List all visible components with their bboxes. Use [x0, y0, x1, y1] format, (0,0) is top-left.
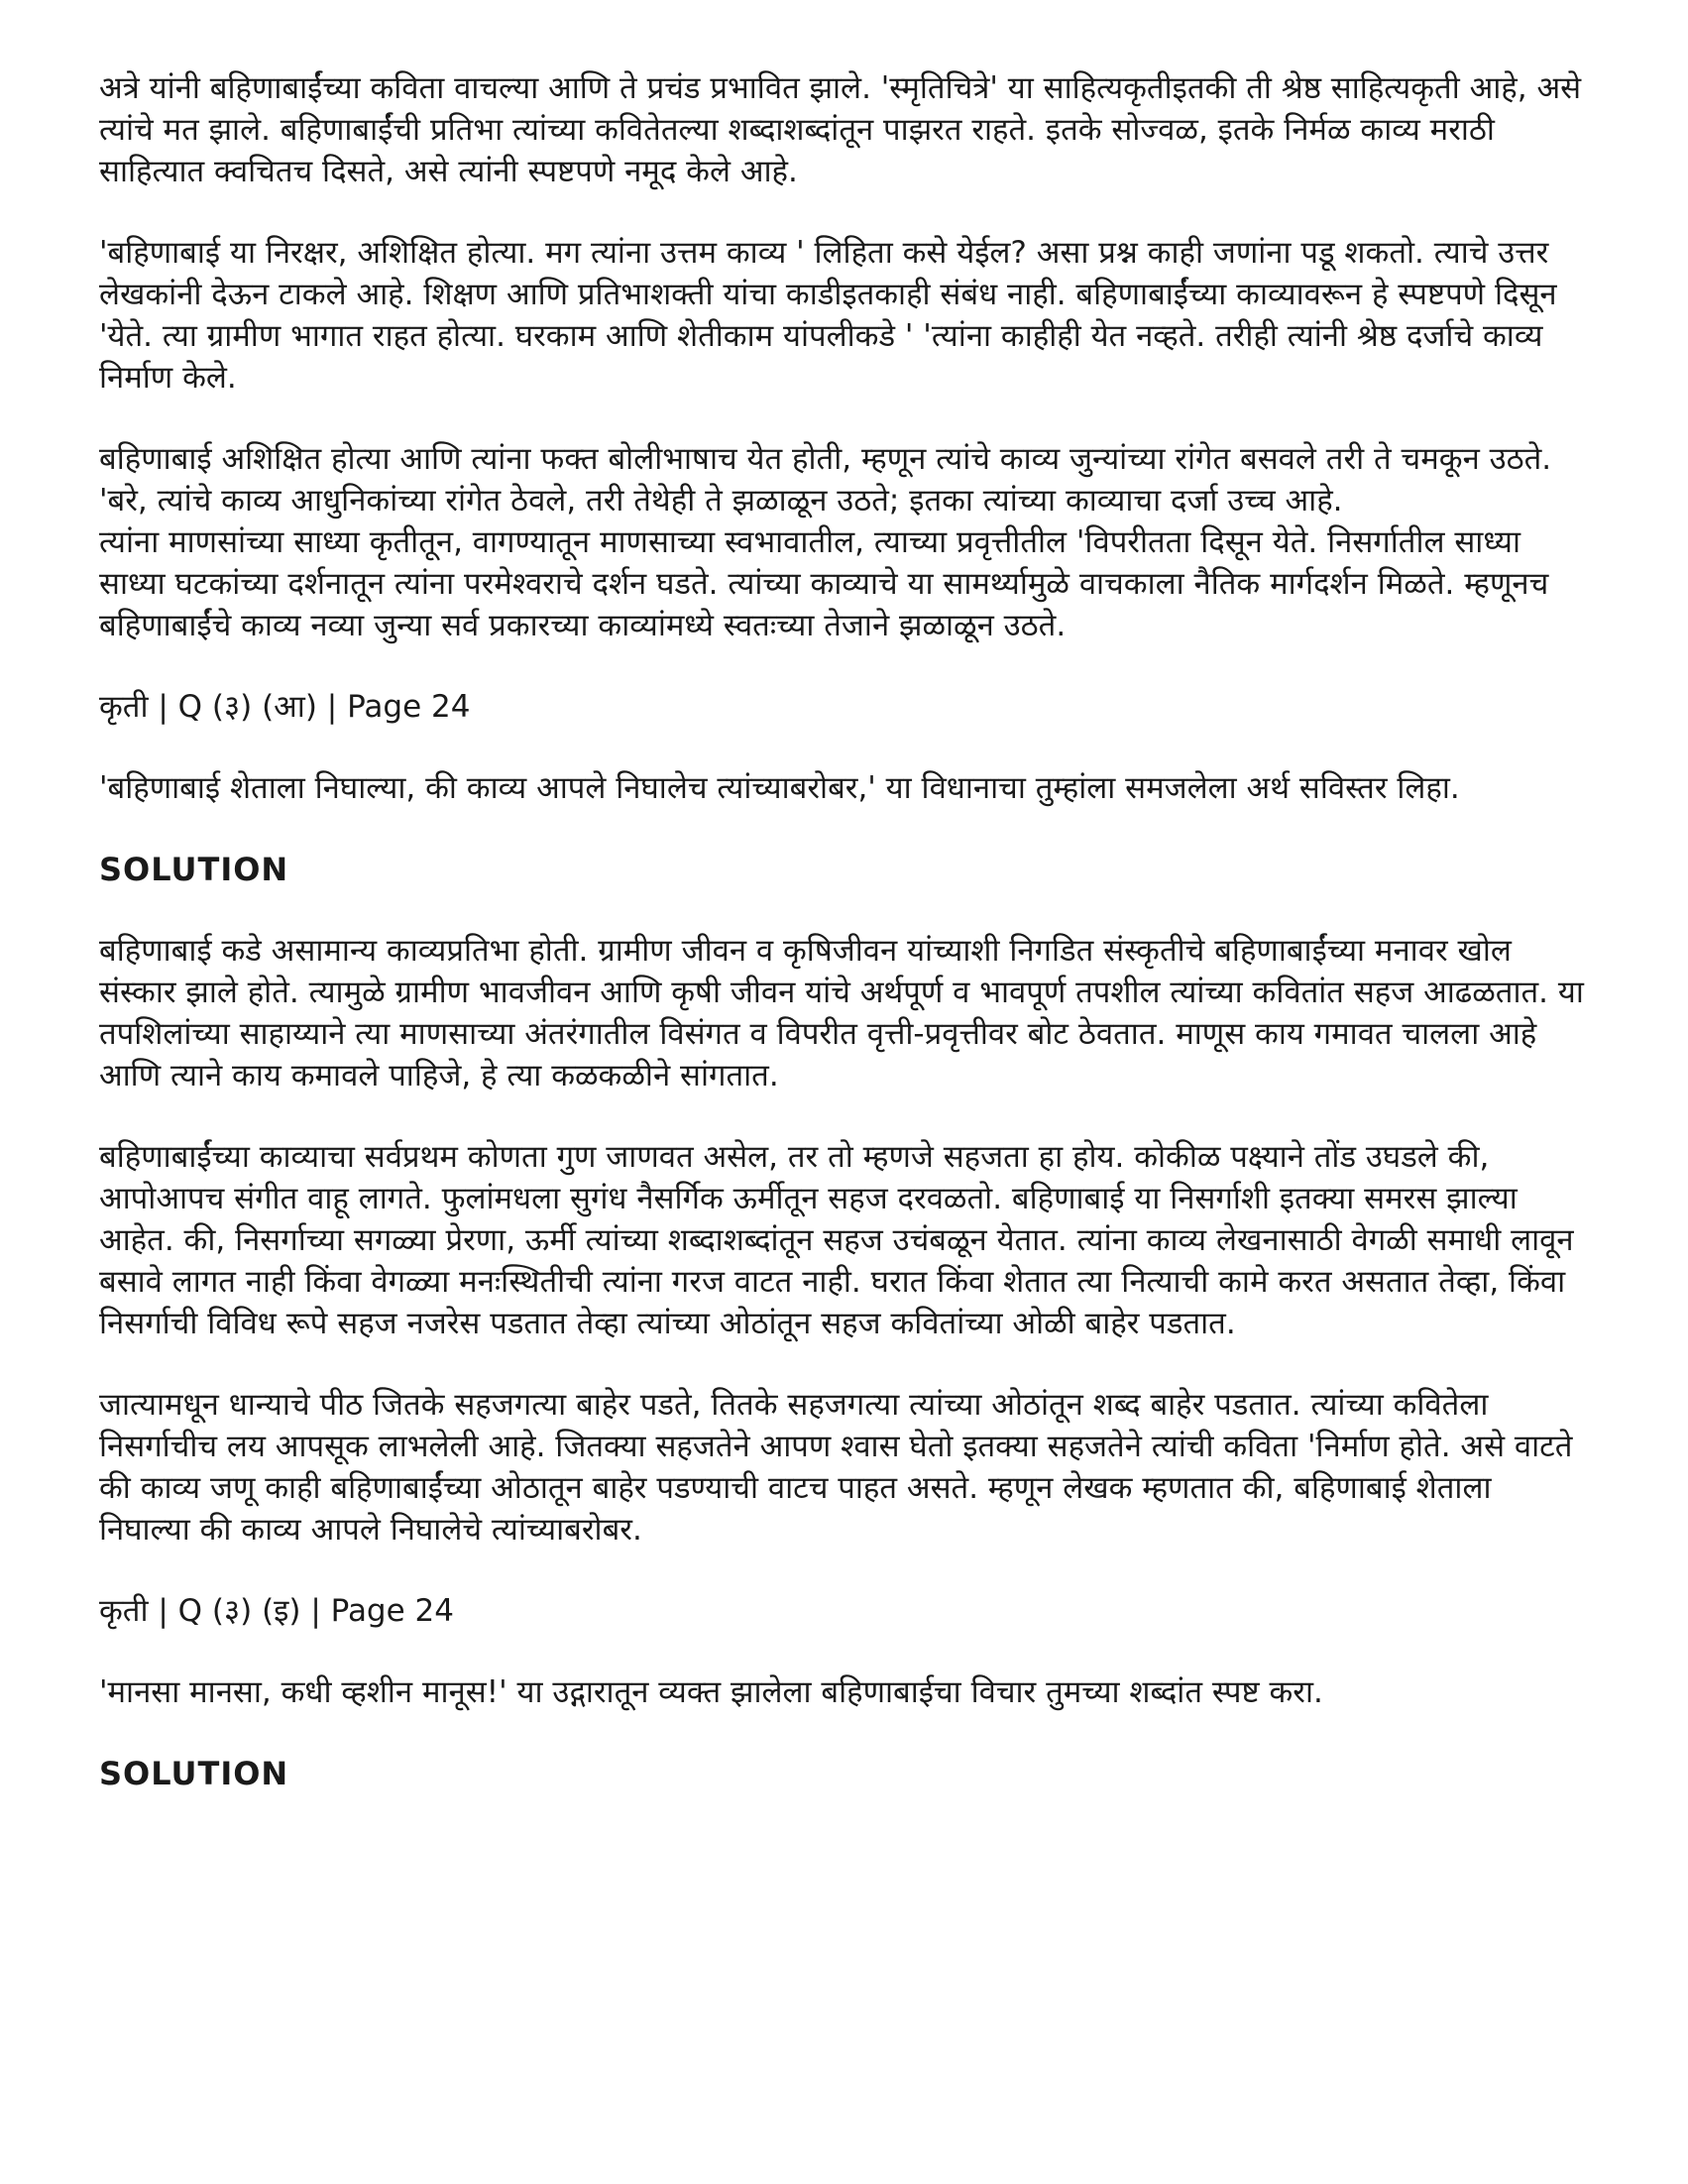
intro-paragraph-1: अत्रे यांनी बहिणाबाईंच्या कविता वाचल्या आणि ते प्रचंड प्रभावित झाले. 'स्मृतिचित्रे' या साहित्यकृतीइतकी ती श्रेष्ठ साहित्यकृती आहे, असे त्यांचे मत झाले. बहिणाबाईंची प्रतिभा त्यांच्या कवितेतल्या शब्दाशब्दांतून पाझरत राहते. इतके सोज्वळ, इतके निर्मळ काव्य मराठी साहित्यात क्वचितच दिसते, असे त्यांनी स्पष्टपणे नमूद केले आहे.	[99, 70, 1582, 189]
question-reference: कृती | Q (३) (इ) | Page 24	[99, 1593, 454, 1629]
question-text: 'मानसा मानसा, कधी व्हशीन मानूस!' या उद्गारातून व्यक्त झालेला बहिणाबाईचा विचार तुमच्या शब्दांत स्पष्ट करा.	[99, 1674, 1323, 1710]
intro-paragraph-2: 'बहिणाबाई या निरक्षर, अशिक्षित होत्या. मग त्यांना उत्तम काव्य ' लिहिता कसे येईल? असा प्रश्न काही जणांना पडू शकतो. त्याचे उत्तर लेखकांनी देऊन टाकले आहे. शिक्षण आणि प्रतिभाशक्ती यांचा काडीइतकाही संबंध नाही. बहिणाबाईंच्या काव्यावरून हे स्पष्टपणे दिसून 'येते. त्या ग्रामीण भागात राहत होत्या. घरकाम आणि शेतीकाम यांपलीकडे ' 'त्यांना काहीही येत नव्हते. तरीही त्यांनी श्रेष्ठ दर्जाचे काव्य निर्माण केले.	[99, 235, 1557, 396]
question-text: 'बहिणाबाई शेताला निघाल्या, की काव्य आपले निघालेच त्यांच्याबरोबर,' या विधानाचा तुम्हांला समजलेला अर्थ सविस्तर लिहा.	[99, 770, 1460, 806]
answer-paragraph-2: बहिणाबाईंच्या काव्याचा सर्वप्रथम कोणता गुण जाणवत असेल, तर तो म्हणजे सहजता हा होय. कोकीळ पक्ष्याने तोंड उघडले की, आपोआपच संगीत वाहू लागते. फुलांमधला सुगंध नैसर्गिक ऊर्मीतून सहज दरवळतो. बहिणाबाई या निसर्गाशी इतक्या समरस झाल्या आहेत. की, निसर्गाच्या सगळ्या प्रेरणा, ऊर्मी त्यांच्या शब्दाशब्दांतून सहज उचंबळून येतात. त्यांना काव्य लेखनासाठी वेगळी समाधी लावून बसावे लागत नाही किंवा वेगळ्या मनःस्थितीची त्यांना गरज वाटत नाही. घरात किंवा शेतात त्या नित्याची कामे करत असतात तेव्हा, किंवा निसर्गाची विविध रूपे सहज नजरेस पडतात तेव्हा त्यांच्या ओठांतून सहज कवितांच्या ओळी बाहेर पडतात.	[99, 1139, 1574, 1341]
answer-paragraph-1: बहिणाबाई कडे असामान्य काव्यप्रतिभा होती. ग्रामीण जीवन व कृषिजीवन यांच्याशी निगडित संस्कृतीचे बहिणाबाईंच्या मनावर खोल संस्कार झाले होते. त्यामुळे ग्रामीण भावजीवन आणि कृषी जीवन यांचे अर्थपूर्ण व भावपूर्ण तपशील त्यांच्या कवितांत सहज आढळतात. या तपशिलांच्या साहाय्याने त्या माणसाच्या अंतरंगातील विसंगत व विपरीत वृत्ती-प्रवृत्तीवर बोट ठेवतात. माणूस काय गमावत चालला आहे आणि त्याने काय कमावले पाहिजे, हे त्या कळकळीने सांगतात.	[99, 933, 1584, 1093]
intro-paragraph-4: त्यांना माणसांच्या साध्या कृतीतून, वागण्यातून माणसाच्या स्वभावातील, त्याच्या प्रवृत्तीतील 'विपरीतता दिसून येते. निसर्गातील साध्या साध्या घटकांच्या दर्शनातून त्यांना परमेश्वराचे दर्शन घडते. त्यांच्या काव्याचे या सामर्थ्यामुळे वाचकाला नैतिक मार्गदर्शन मिळते. म्हणूनच बहिणाबाईंचे काव्य नव्या जुन्या सर्व प्रकारच्या काव्यांमध्ये स्वतःच्या तेजाने झळाळून उठते.	[99, 524, 1549, 643]
question-reference: कृती | Q (३) (आ) | Page 24	[99, 689, 471, 725]
solution-heading: SOLUTION	[99, 1755, 289, 1792]
answer-paragraph-3: जात्यामधून धान्याचे पीठ जितके सहजगत्या बाहेर पडते, तितके सहजगत्या त्यांच्या ओठांतून शब्द बाहेर पडतात. त्यांच्या कवितेला निसर्गाचीच लय आपसूक लाभलेली आहे. जितक्या सहजतेने आपण श्वास घेतो इतक्या सहजतेने त्यांची कविता 'निर्माण होते. असे वाटते की काव्य जणू काही बहिणाबाईंच्या ओठातून बाहेर पडण्याची वाटच पाहत असते. म्हणून लेखक म्हणतात की, बहिणाबाई शेताला निघाल्या की काव्य आपले निघालेचे त्यांच्याबरोबर.	[99, 1387, 1573, 1548]
intro-paragraph-3: बहिणाबाई अशिक्षित होत्या आणि त्यांना फक्त बोलीभाषाच येत होती, म्हणून त्यांचे काव्य जुन्यांच्या रांगेत बसवले तरी ते चमकून उठते. 'बरे, त्यांचे काव्य आधुनिकांच्या रांगेत ठेवले, तरी तेथेही ते झळाळून उठते; इतका त्यांच्या काव्याचा दर्जा उच्च आहे.	[99, 441, 1552, 518]
solution-heading: SOLUTION	[99, 851, 289, 888]
